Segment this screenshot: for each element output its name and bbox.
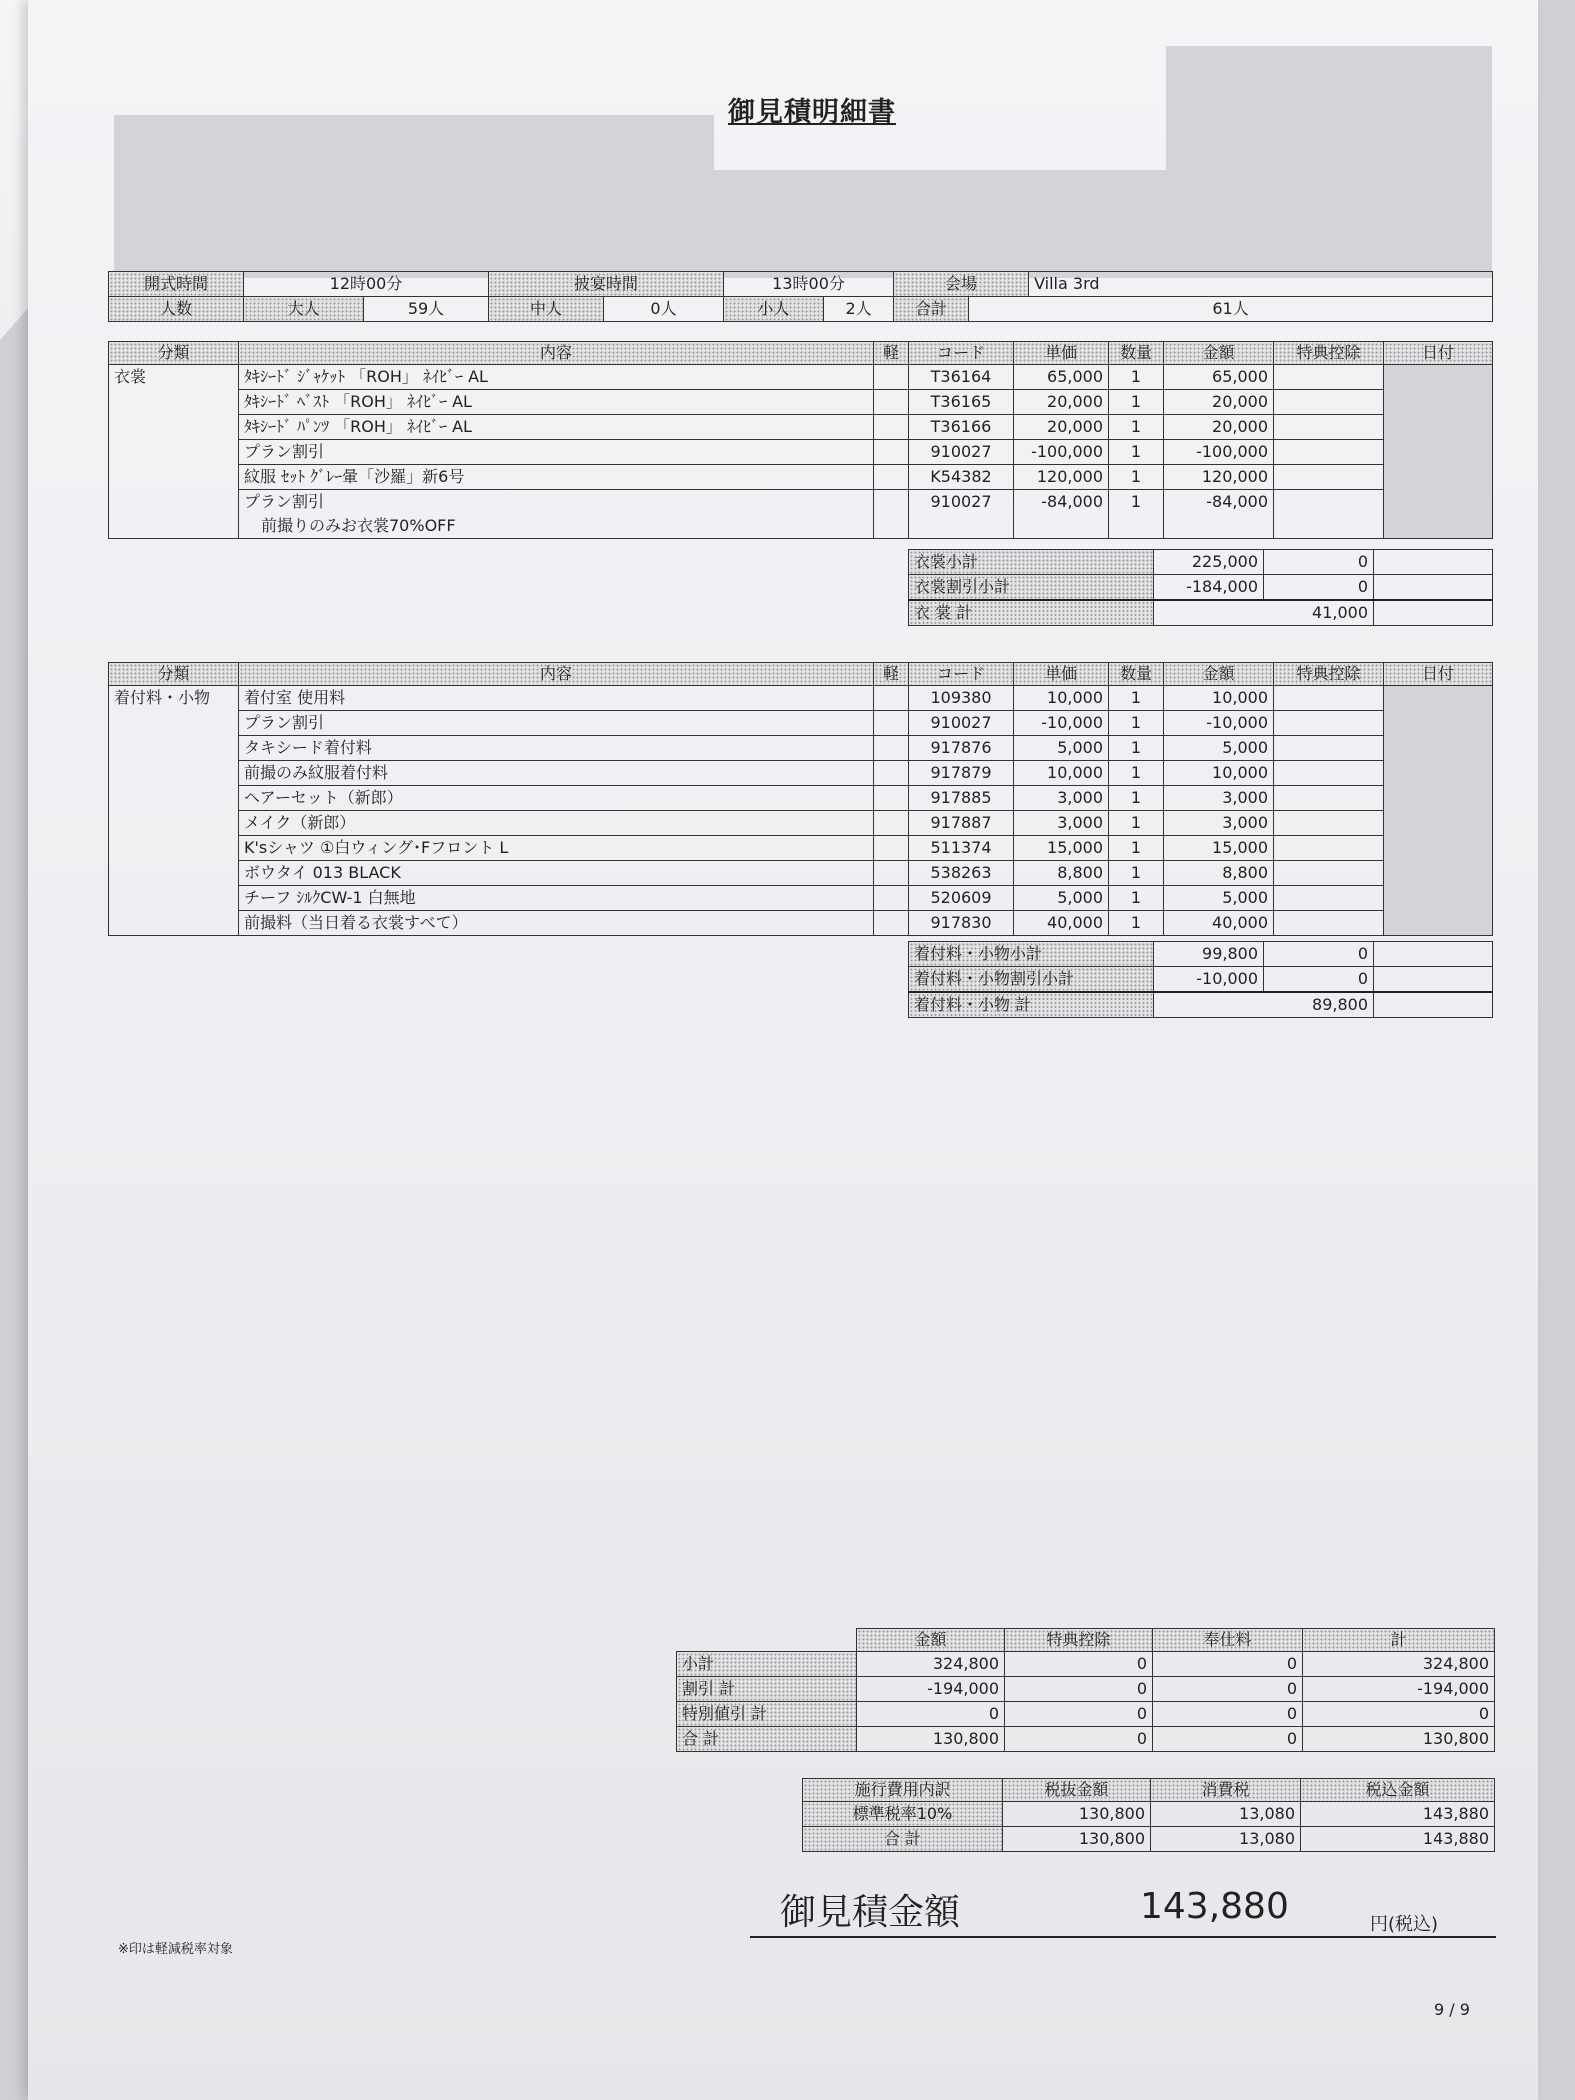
item-content: ﾀｷｼｰﾄﾞ ﾊﾟﾝﾂ 「ROH」 ﾈｲﾋﾞｰ AL (239, 415, 874, 440)
item-qty: 1 (1109, 786, 1164, 811)
banquet-time-label: 披宴時間 (489, 272, 724, 297)
table-row (677, 1677, 1495, 1702)
table-row (109, 365, 1493, 390)
table-row (109, 415, 1493, 440)
table-row (109, 390, 1493, 415)
costume-subtotal-label: 衣裳小計 (909, 550, 1154, 575)
table-row (109, 761, 1493, 786)
mid-label: 中人 (489, 297, 604, 322)
redacted-block (1384, 686, 1493, 936)
item-code: 538263 (909, 861, 1014, 886)
item-code: 910027 (909, 490, 1014, 539)
grand-total-amount: 143,880 (1140, 1886, 1289, 1927)
col-content: 内容 (239, 663, 874, 686)
table-row (109, 465, 1493, 490)
summary-col-benefit: 特典控除 (1005, 1629, 1153, 1652)
item-code: 511374 (909, 836, 1014, 861)
item-code: 917876 (909, 736, 1014, 761)
item-code: T36166 (909, 415, 1014, 440)
item-qty: 1 (1109, 836, 1164, 861)
item-amount: -84,000 (1164, 490, 1274, 539)
item-content: ﾀｷｼｰﾄﾞ ｼﾞｬｹｯﾄ 「ROH」 ﾈｲﾋﾞｰ AL (239, 365, 874, 390)
summary-col-total: 計 (1303, 1629, 1495, 1652)
item-amount: -100,000 (1164, 440, 1274, 465)
table-row (109, 836, 1493, 861)
summary-table (676, 1628, 1495, 1752)
summary-row-label: 合 計 (677, 1727, 857, 1752)
start-time-value: 12時00分 (244, 272, 489, 297)
summary-col-amount: 金額 (857, 1629, 1005, 1652)
item-amount: 40,000 (1164, 911, 1274, 936)
item-qty: 1 (1109, 490, 1164, 539)
col-qty: 数量 (1109, 342, 1164, 365)
col-code: コード (909, 342, 1014, 365)
item-amount: 20,000 (1164, 415, 1274, 440)
item-qty: 1 (1109, 911, 1164, 936)
adult-value: 59人 (364, 297, 489, 322)
item-qty: 1 (1109, 811, 1164, 836)
costume-subtotal-benefit: 0 (1264, 550, 1374, 575)
summary-cell: 324,800 (1303, 1652, 1495, 1677)
adult-label: 大人 (244, 297, 364, 322)
item-amount: 10,000 (1164, 761, 1274, 786)
table-row (109, 886, 1493, 911)
item-content: ボウタイ 013 BLACK (239, 861, 874, 886)
item-code: 917830 (909, 911, 1014, 936)
item-content: 着付室 使用料 (239, 686, 874, 711)
table-row (677, 1652, 1495, 1677)
item-amount: -10,000 (1164, 711, 1274, 736)
grand-total (750, 1880, 1496, 1938)
item-amount: 5,000 (1164, 886, 1274, 911)
tax-breakdown-table (802, 1778, 1495, 1852)
category-costume: 衣裳 (109, 365, 239, 539)
item-amount: 20,000 (1164, 390, 1274, 415)
col-tax: 軽 (874, 663, 909, 686)
summary-cell: 0 (1005, 1677, 1153, 1702)
col-content: 内容 (239, 342, 874, 365)
item-code: 917879 (909, 761, 1014, 786)
dressing-subtotal-label: 着付料・小物小計 (909, 942, 1154, 967)
item-qty: 1 (1109, 415, 1164, 440)
table-row (109, 911, 1493, 936)
item-qty: 1 (1109, 440, 1164, 465)
table-row (109, 736, 1493, 761)
summary-cell: -194,000 (857, 1677, 1005, 1702)
child-label: 小人 (724, 297, 824, 322)
tax-col-incl: 税込金額 (1301, 1779, 1495, 1802)
col-benefit: 特典控除 (1274, 663, 1384, 686)
item-code: 917887 (909, 811, 1014, 836)
summary-cell: 0 (1153, 1702, 1303, 1727)
summary-cell: 0 (857, 1702, 1005, 1727)
venue-label: 会場 (894, 272, 1029, 297)
child-value: 2人 (824, 297, 894, 322)
item-qty: 1 (1109, 686, 1164, 711)
page-number: 9 / 9 (1434, 2000, 1470, 2019)
item-price: 40,000 (1014, 911, 1109, 936)
dressing-discount-label: 着付料・小物割引小計 (909, 967, 1154, 993)
table-row (109, 711, 1493, 736)
table-row (109, 440, 1493, 465)
dressing-total-amount: 89,800 (1154, 992, 1374, 1018)
item-qty: 1 (1109, 861, 1164, 886)
total-people-value: 61人 (969, 297, 1493, 322)
item-price: 15,000 (1014, 836, 1109, 861)
item-qty: 1 (1109, 761, 1164, 786)
item-content: プラン割引 (239, 490, 874, 515)
item-price: 65,000 (1014, 365, 1109, 390)
start-time-label: 開式時間 (109, 272, 244, 297)
col-tax: 軽 (874, 342, 909, 365)
item-amount: 15,000 (1164, 836, 1274, 861)
item-price: 20,000 (1014, 390, 1109, 415)
item-price: 10,000 (1014, 761, 1109, 786)
mid-value: 0人 (604, 297, 724, 322)
grand-total-unit: 円(税込) (1370, 1914, 1439, 1935)
total-people-label: 合計 (894, 297, 969, 322)
redacted-block (1384, 365, 1493, 539)
item-price: -10,000 (1014, 711, 1109, 736)
item-qty: 1 (1109, 365, 1164, 390)
item-content: 前撮のみ紋服着付料 (239, 761, 874, 786)
item-content: 前撮料（当日着る衣裳すべて） (239, 911, 874, 936)
item-amount: 5,000 (1164, 736, 1274, 761)
summary-cell: 0 (1153, 1677, 1303, 1702)
item-price: -84,000 (1014, 490, 1109, 539)
item-code: T36164 (909, 365, 1014, 390)
costume-total-label: 衣 裳 計 (909, 600, 1154, 626)
table-row (109, 786, 1493, 811)
banquet-time-value: 13時00分 (724, 272, 894, 297)
costume-table (108, 341, 1493, 539)
item-code: T36165 (909, 390, 1014, 415)
item-code: 520609 (909, 886, 1014, 911)
item-code: 917885 (909, 786, 1014, 811)
summary-cell: 0 (1005, 1702, 1153, 1727)
grand-total-label: 御見積金額 (780, 1892, 961, 1933)
col-code: コード (909, 663, 1014, 686)
dressing-table (108, 662, 1493, 936)
item-amount: 65,000 (1164, 365, 1274, 390)
item-price: 10,000 (1014, 686, 1109, 711)
tax-col-excl: 税抜金額 (1003, 1779, 1151, 1802)
item-content: ヘアーセット（新郎） (239, 786, 874, 811)
item-extra-line: 前撮りのみお衣裳70%OFF (239, 514, 874, 539)
tax-cell: 143,880 (1301, 1802, 1495, 1827)
summary-row-label: 特別値引 計 (677, 1702, 857, 1727)
col-benefit: 特典控除 (1274, 342, 1384, 365)
item-amount: 3,000 (1164, 786, 1274, 811)
col-unit-price: 単価 (1014, 663, 1109, 686)
item-amount: 120,000 (1164, 465, 1274, 490)
item-price: 5,000 (1014, 736, 1109, 761)
table-row (803, 1827, 1495, 1852)
item-price: -100,000 (1014, 440, 1109, 465)
item-qty: 1 (1109, 390, 1164, 415)
table-row (109, 861, 1493, 886)
tax-row-label: 合 計 (803, 1827, 1003, 1852)
item-content: プラン割引 (239, 440, 874, 465)
item-content: ﾀｷｼｰﾄﾞ ﾍﾞｽﾄ 「ROH」 ﾈｲﾋﾞｰ AL (239, 390, 874, 415)
tax-cell: 130,800 (1003, 1802, 1151, 1827)
costume-discount-label: 衣裳割引小計 (909, 575, 1154, 601)
redacted-block (114, 170, 1492, 278)
item-content: メイク（新郎） (239, 811, 874, 836)
estimate-sheet (28, 0, 1538, 2100)
item-qty: 1 (1109, 736, 1164, 761)
table-row (677, 1702, 1495, 1727)
item-price: 8,800 (1014, 861, 1109, 886)
dressing-discount-benefit: 0 (1264, 967, 1374, 993)
dressing-subtotal-benefit: 0 (1264, 942, 1374, 967)
event-info-table (108, 271, 1493, 322)
dressing-discount-amount: -10,000 (1154, 967, 1264, 993)
page-title: 御見積明細書 (728, 97, 896, 128)
table-row (109, 686, 1493, 711)
item-price: 5,000 (1014, 886, 1109, 911)
table-row (677, 1727, 1495, 1752)
summary-cell: 0 (1303, 1702, 1495, 1727)
summary-cell: 0 (1005, 1727, 1153, 1752)
item-code: 910027 (909, 711, 1014, 736)
tax-col-tax: 消費税 (1151, 1779, 1301, 1802)
summary-cell: 324,800 (857, 1652, 1005, 1677)
item-content: プラン割引 (239, 711, 874, 736)
dressing-totals (908, 941, 1493, 1018)
costume-totals (908, 549, 1493, 626)
summary-col-service: 奉仕料 (1153, 1629, 1303, 1652)
category-dressing: 着付料・小物 (109, 686, 239, 936)
summary-cell: 130,800 (857, 1727, 1005, 1752)
costume-total-amount: 41,000 (1154, 600, 1374, 626)
tax-cell: 13,080 (1151, 1827, 1301, 1852)
item-content: 紋服 ｾｯﾄ ｸﾞﾚｰ暈「沙羅」新6号 (239, 465, 874, 490)
table-row (109, 811, 1493, 836)
tax-cell: 130,800 (1003, 1827, 1151, 1852)
item-price: 3,000 (1014, 811, 1109, 836)
item-price: 20,000 (1014, 415, 1109, 440)
people-label: 人数 (109, 297, 244, 322)
item-qty: 1 (1109, 886, 1164, 911)
summary-cell: 0 (1153, 1727, 1303, 1752)
col-unit-price: 単価 (1014, 342, 1109, 365)
col-amount: 金額 (1164, 663, 1274, 686)
item-qty: 1 (1109, 711, 1164, 736)
item-code: K54382 (909, 465, 1014, 490)
table-row (803, 1802, 1495, 1827)
col-qty: 数量 (1109, 663, 1164, 686)
summary-row-label: 割引 計 (677, 1677, 857, 1702)
item-amount: 10,000 (1164, 686, 1274, 711)
item-content: チーフ ｼﾙｸCW-1 白無地 (239, 886, 874, 911)
item-price: 3,000 (1014, 786, 1109, 811)
item-price: 120,000 (1014, 465, 1109, 490)
item-qty: 1 (1109, 465, 1164, 490)
item-content: タキシード着付料 (239, 736, 874, 761)
tax-cell: 13,080 (1151, 1802, 1301, 1827)
item-content: K'sシャツ ①白ウィング･Fフロント L (239, 836, 874, 861)
item-amount: 3,000 (1164, 811, 1274, 836)
col-date: 日付 (1384, 663, 1493, 686)
item-code: 109380 (909, 686, 1014, 711)
costume-subtotal-amount: 225,000 (1154, 550, 1264, 575)
costume-discount-benefit: 0 (1264, 575, 1374, 601)
col-category: 分類 (109, 663, 239, 686)
summary-cell: 0 (1153, 1652, 1303, 1677)
table-row (109, 490, 1493, 515)
tax-row-label: 標準税率10% (803, 1802, 1003, 1827)
dressing-total-label: 着付料・小物 計 (909, 992, 1154, 1018)
tax-cell: 143,880 (1301, 1827, 1495, 1852)
dressing-subtotal-amount: 99,800 (1154, 942, 1264, 967)
tax-col-breakdown: 施行費用内訳 (803, 1779, 1003, 1802)
costume-discount-amount: -184,000 (1154, 575, 1264, 601)
col-date: 日付 (1384, 342, 1493, 365)
summary-cell: 130,800 (1303, 1727, 1495, 1752)
tax-note: ※印は軽減税率対象 (118, 1942, 233, 1957)
summary-row-label: 小計 (677, 1652, 857, 1677)
summary-cell: -194,000 (1303, 1677, 1495, 1702)
col-category: 分類 (109, 342, 239, 365)
summary-cell: 0 (1005, 1652, 1153, 1677)
item-code: 910027 (909, 440, 1014, 465)
item-amount: 8,800 (1164, 861, 1274, 886)
col-amount: 金額 (1164, 342, 1274, 365)
venue-value: Villa 3rd (1029, 272, 1493, 297)
